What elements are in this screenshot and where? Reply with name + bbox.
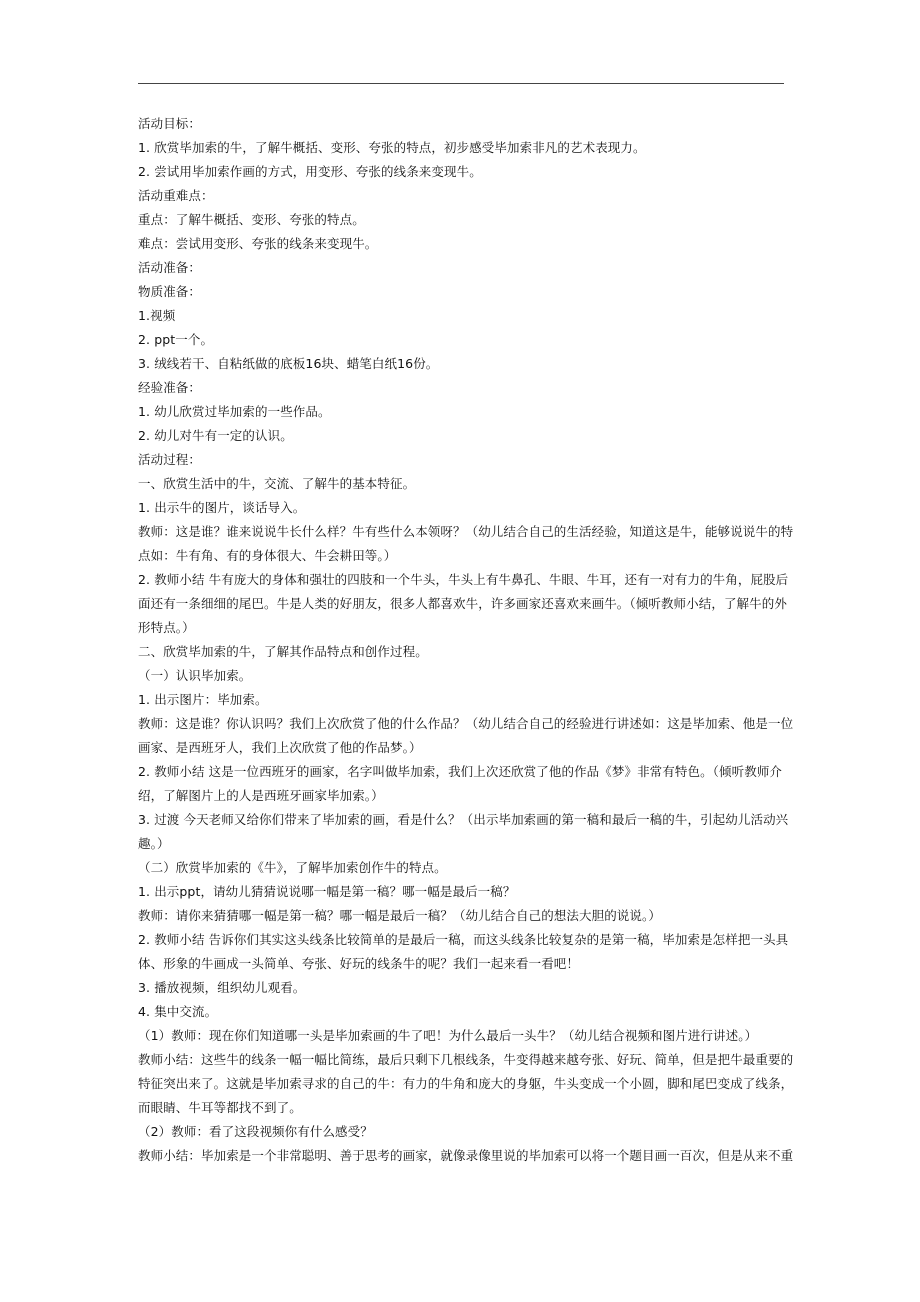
text-line: 重点：了解牛概括、变形、夸张的特点。 — [138, 212, 365, 227]
text-line: 1. 幼儿欣赏过毕加索的一些作品。 — [138, 404, 331, 419]
text-line: 画家、是西班牙人，我们上次欣赏了他的作品梦。） — [138, 740, 422, 755]
text-line: 活动重难点： — [138, 188, 214, 203]
text-line: 2. 教师小结 牛有庞大的身体和强壮的四肢和一个牛头，牛头上有牛鼻孔、牛眼、牛耳，还有一对有力的牛角，屁股后 — [138, 572, 789, 587]
text-line: 二、欣赏毕加索的牛，了解其作品特点和创作过程。 — [138, 644, 428, 659]
text-line: 教师：这是谁？谁来说说牛长什么样？牛有些什么本领呀？（幼儿结合自己的生活经验，知道这是牛，能够说说牛的特 — [138, 524, 794, 539]
text-line: 活动目标： — [138, 116, 202, 131]
text-line: 教师小结：这些牛的线条一幅一幅比简练，最后只剩下几根线条，牛变得越来越夸张、好玩、简单，但是把牛最重要的 — [138, 1052, 794, 1067]
document-body — [138, 112, 794, 1168]
text-line: （1）教师：现在你们知道哪一头是毕加索画的牛了吧！为什么最后一头牛？（幼儿结合视频和图片进行讲述。） — [138, 1028, 758, 1043]
text-line: 教师：这是谁？你认识吗？我们上次欣赏了他的什么作品？（幼儿结合自己的经验进行讲述如：这是毕加索、他是一位 — [138, 716, 794, 731]
text-line: 形特点。） — [138, 620, 195, 635]
text-line: （一）认识毕加索。 — [138, 668, 252, 683]
text-line: 物质准备： — [138, 284, 202, 299]
text-line: 绍，了解图片上的人是西班牙画家毕加索。） — [138, 788, 384, 803]
text-line: （二）欣赏毕加索的《牛》，了解毕加索创作牛的特点。 — [138, 860, 447, 875]
text-line: 活动过程： — [138, 452, 202, 467]
text-line: 1.视频 — [138, 308, 176, 323]
text-line: 特征突出来了。这就是毕加索寻求的自己的牛：有力的牛角和庞大的身躯，牛头变成一个小圆，脚和尾巴变成了线条， — [138, 1076, 794, 1091]
text-line: 2. ppt一个。 — [138, 332, 214, 347]
text-line: 1. 出示图片：毕加索。 — [138, 692, 268, 707]
text-line: 2. 尝试用毕加索作画的方式，用变形、夸张的线条来变现牛。 — [138, 164, 482, 179]
text-line: 难点：尝试用变形、夸张的线条来变现牛。 — [138, 236, 378, 251]
text-line: 2. 教师小结 这是一位西班牙的画家，名字叫做毕加索，我们上次还欣赏了他的作品《梦》非常有特色。（倾听教师介 — [138, 764, 783, 779]
text-line: 点如：牛有角、有的身体很大、牛会耕田等。） — [138, 548, 397, 563]
text-line: 而眼睛、牛耳等都找不到了。 — [138, 1100, 302, 1115]
text-line: 活动准备： — [138, 260, 202, 275]
text-line: 1. 出示牛的图片，谈话导入。 — [138, 500, 306, 515]
text-line: 2. 教师小结 告诉你们其实这头线条比较简单的是最后一稿，而这头线条比较复杂的是第一稿，毕加索是怎样把一头具 — [138, 932, 789, 947]
text-line: 面还有一条细细的尾巴。牛是人类的好朋友，很多人都喜欢牛，许多画家还喜欢来画牛。（倾听教师小结，了解牛的外 — [138, 596, 787, 611]
text-line: 体、形象的牛画成一头简单、夸张、好玩的线条牛的呢？我们一起来看一看吧！ — [138, 956, 580, 971]
text-line: 4. 集中交流。 — [138, 1004, 218, 1019]
header-rule — [138, 83, 784, 84]
text-line: 1. 出示ppt，请幼儿猜猜说说哪一幅是第一稿？哪一幅是最后一稿？ — [138, 884, 516, 899]
text-line: 教师小结：毕加索是一个非常聪明、善于思考的画家，就像录像里说的毕加索可以将一个题目画一百次，但是从来不重 — [138, 1148, 794, 1163]
text-line: 3. 播放视频，组织幼儿观看。 — [138, 980, 306, 995]
text-line: （2）教师：看了这段视频你有什么感受？ — [138, 1124, 373, 1139]
text-line: 3. 过渡 今天老师又给你们带来了毕加索的画，看是什么？（出示毕加索画的第一稿和最后一稿的牛，引起幼儿活动兴 — [138, 812, 789, 827]
text-line: 一、欣赏生活中的牛，交流、了解牛的基本特征。 — [138, 476, 416, 491]
text-line: 2. 幼儿对牛有一定的认识。 — [138, 428, 293, 443]
text-line: 经验准备： — [138, 380, 202, 395]
text-line: 教师：请你来猜猜哪一幅是第一稿？哪一幅是最后一稿？（幼儿结合自己的想法大胆的说说。） — [138, 908, 661, 923]
text-line: 趣。） — [138, 836, 170, 851]
text-line: 3. 绒线若干、自粘纸做的底板16块、蜡笔白纸16份。 — [138, 356, 439, 371]
text-line: 1. 欣赏毕加索的牛，了解牛概括、变形、夸张的特点，初步感受毕加索非凡的艺术表现力。 — [138, 140, 646, 155]
